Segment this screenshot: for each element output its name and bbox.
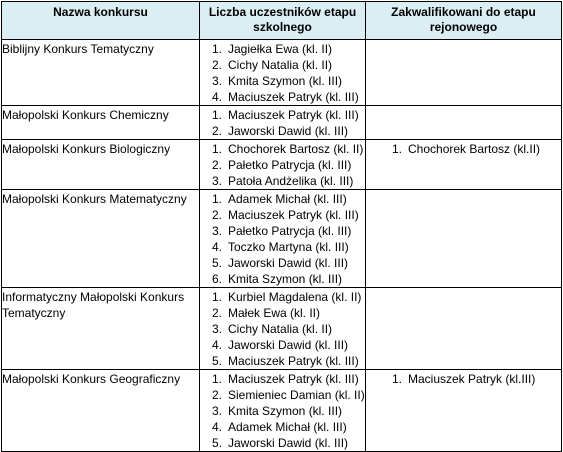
- student-name: Adamek Michał (kl. III): [228, 192, 347, 206]
- list-item: [200, 419, 365, 435]
- list-item: [200, 73, 365, 89]
- list-item: [200, 157, 365, 173]
- list-item-number: 1.: [211, 42, 222, 56]
- student-name: Jagiełka Ewa (kl. II): [228, 42, 333, 56]
- student-name: Jaworski Dawid (kl. III): [228, 256, 349, 270]
- student-name: Chochorek Bartosz (kl. II): [228, 142, 364, 156]
- student-name: Adamek Michał (kl. III): [228, 420, 347, 434]
- participants-list: [200, 41, 365, 105]
- table-row: [2, 140, 562, 190]
- student-name: Cichy Natalia (kl. II): [228, 322, 333, 336]
- student-name: Kurbiel Magdalena (kl. II): [228, 290, 362, 304]
- table-body: [2, 40, 562, 452]
- competition-results-table: [1, 1, 562, 452]
- student-name: Maciuszek Patryk (kl. III): [228, 90, 359, 104]
- competition-name-cell: Małopolski Konkurs Chemiczny: [2, 106, 200, 140]
- list-item: [200, 141, 365, 157]
- student-name: Kmita Szymon (kl. III): [228, 272, 343, 286]
- qualified-cell: [366, 40, 562, 106]
- participants-cell: [200, 190, 366, 288]
- participants-cell: [200, 288, 366, 370]
- table-row: [2, 40, 562, 106]
- list-item: [200, 123, 365, 139]
- list-item-number: 1.: [211, 108, 222, 122]
- list-item-number: 4.: [211, 338, 222, 352]
- student-name: Kmita Szymon (kl. III): [228, 74, 343, 88]
- list-item: [366, 371, 561, 387]
- table-row: [2, 190, 562, 288]
- list-item: [200, 403, 365, 419]
- list-item: [200, 435, 365, 451]
- header-participants: Liczba uczestników etapu szkolnego: [200, 2, 366, 40]
- list-item-number: 5.: [211, 256, 222, 270]
- list-item: [200, 191, 365, 207]
- list-item-number: 3.: [211, 224, 222, 238]
- list-item-number: 4.: [211, 420, 222, 434]
- list-item: [200, 255, 365, 271]
- list-item: [200, 107, 365, 123]
- table-row: [2, 370, 562, 452]
- competition-name-cell: Małopolski Konkurs Geograficzny: [2, 370, 200, 452]
- student-name: Siemieniec Damian (kl. II): [228, 388, 365, 402]
- list-item-number: 2.: [211, 388, 222, 402]
- list-item: [200, 387, 365, 403]
- participants-list: [200, 371, 365, 451]
- list-item-number: 5.: [211, 436, 222, 450]
- student-name: Patoła Andżelika (kl. III): [228, 174, 354, 188]
- student-name: Jaworski Dawid (kl. III): [228, 436, 349, 450]
- student-name: Jaworski Dawid (kl. III): [228, 124, 349, 138]
- list-item: [200, 271, 365, 287]
- student-name: Maciuszek Patryk (kl. III): [228, 108, 359, 122]
- participants-cell: [200, 140, 366, 190]
- list-item-number: 1.: [211, 290, 222, 304]
- participants-cell: [200, 370, 366, 452]
- list-item-number: 1.: [391, 372, 402, 386]
- list-item: [200, 207, 365, 223]
- participants-list: [200, 107, 365, 139]
- student-name: Pałetko Patrycja (kl. III): [228, 158, 352, 172]
- list-item: [200, 337, 365, 353]
- list-item-number: 6.: [211, 272, 222, 286]
- competition-name-cell: Małopolski Konkurs Matematyczny: [2, 190, 200, 288]
- list-item: [200, 223, 365, 239]
- list-item-number: 3.: [211, 322, 222, 336]
- table-row: [2, 106, 562, 140]
- student-name: Jaworski Dawid (kl. III): [228, 338, 349, 352]
- list-item: [200, 173, 365, 189]
- student-name: Toczko Martyna (kl. III): [228, 240, 349, 254]
- table-header-row: [2, 2, 562, 40]
- list-item: [200, 353, 365, 369]
- list-item-number: 1.: [391, 142, 402, 156]
- student-name: Chochorek Bartosz (kl.II): [408, 142, 541, 156]
- competition-name-cell: Biblijny Konkurs Tematyczny: [2, 40, 200, 106]
- list-item-number: 3.: [211, 174, 222, 188]
- list-item-number: 5.: [211, 354, 222, 368]
- table-row: [2, 288, 562, 370]
- list-item: [200, 305, 365, 321]
- header-qualified: Zakwalifikowani do etapu rejonowego: [366, 2, 562, 40]
- student-name: Maciuszek Patryk (kl. III): [228, 208, 359, 222]
- qualified-cell: [366, 190, 562, 288]
- list-item: [200, 89, 365, 105]
- list-item-number: 3.: [211, 74, 222, 88]
- student-name: Maciuszek Patryk (kl. III): [228, 372, 359, 386]
- list-item-number: 4.: [211, 240, 222, 254]
- competition-name-cell: Informatyczny Małopolski Konkurs Tematyczny: [2, 288, 200, 370]
- list-item-number: 2.: [211, 306, 222, 320]
- student-name: Małek Ewa (kl. II): [228, 306, 321, 320]
- student-name: Maciuszek Patryk (kl. III): [228, 354, 359, 368]
- list-item: [200, 239, 365, 255]
- list-item: [200, 41, 365, 57]
- header-competition-name: Nazwa konkursu: [2, 2, 200, 40]
- list-item-number: 2.: [211, 58, 222, 72]
- participants-list: [200, 289, 365, 369]
- participants-cell: [200, 40, 366, 106]
- competition-name-cell: Małopolski Konkurs Biologiczny: [2, 140, 200, 190]
- qualified-list: [366, 141, 561, 157]
- qualified-list: [366, 371, 561, 387]
- qualified-cell: [366, 106, 562, 140]
- list-item-number: 4.: [211, 90, 222, 104]
- participants-cell: [200, 106, 366, 140]
- participants-list: [200, 191, 365, 287]
- qualified-cell: [366, 370, 562, 452]
- student-name: Maciuszek Patryk (kl.III): [408, 372, 536, 386]
- list-item-number: 2.: [211, 208, 222, 222]
- list-item-number: 1.: [211, 372, 222, 386]
- list-item: [200, 371, 365, 387]
- student-name: Cichy Natalia (kl. II): [228, 58, 333, 72]
- list-item: [200, 289, 365, 305]
- qualified-cell: [366, 140, 562, 190]
- list-item-number: 1.: [211, 142, 222, 156]
- student-name: Kmita Szymon (kl. III): [228, 404, 343, 418]
- list-item: [200, 57, 365, 73]
- student-name: Pałetko Patrycja (kl. III): [228, 224, 352, 238]
- list-item: [200, 321, 365, 337]
- list-item-number: 3.: [211, 404, 222, 418]
- list-item-number: 2.: [211, 124, 222, 138]
- qualified-cell: [366, 288, 562, 370]
- participants-list: [200, 141, 365, 189]
- list-item: [366, 141, 561, 157]
- list-item-number: 1.: [211, 192, 222, 206]
- list-item-number: 2.: [211, 158, 222, 172]
